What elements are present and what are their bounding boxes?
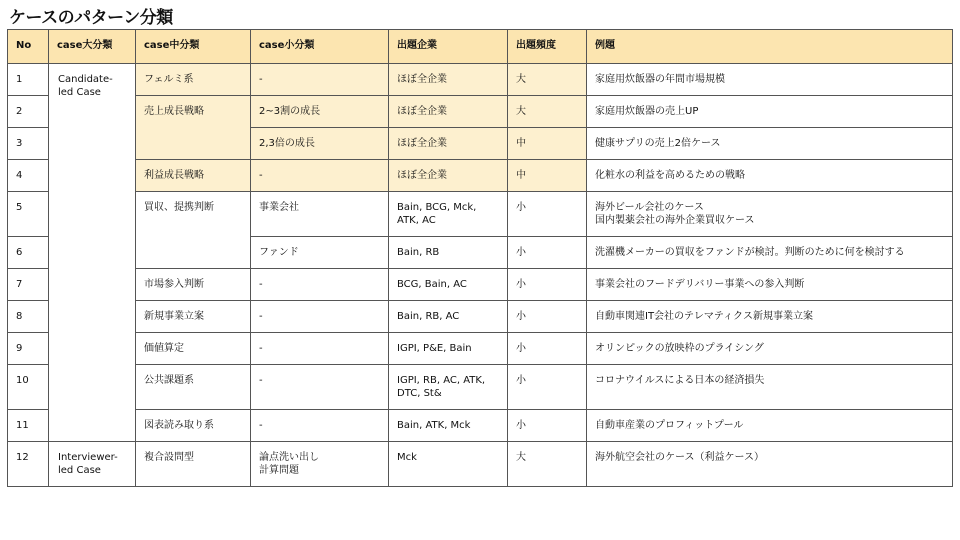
cell-no: 7 <box>8 269 49 301</box>
page-title: ケースのパターン分類 <box>9 8 173 28</box>
cell-minor: - <box>251 365 389 410</box>
cell-company: BCG, Bain, AC <box>389 269 508 301</box>
cell-minor: - <box>251 301 389 333</box>
table-row <box>8 410 953 442</box>
cell-middle: 買収、提携判断 <box>136 192 251 269</box>
header-middle: case中分類 <box>136 30 251 64</box>
cell-middle: 新規事業立案 <box>136 301 251 333</box>
cell-frequency: 大 <box>508 442 587 487</box>
cell-company: Bain, ATK, Mck <box>389 410 508 442</box>
cell-frequency: 中 <box>508 160 587 192</box>
cell-example: コロナウイルスによる日本の経済損失 <box>587 365 953 410</box>
cell-example: オリンピックの放映枠のプライシング <box>587 333 953 365</box>
cell-minor: - <box>251 333 389 365</box>
header-frequency: 出題頻度 <box>508 30 587 64</box>
cell-example: 家庭用炊飯器の年間市場規模 <box>587 64 953 96</box>
cell-company: ほぼ全企業 <box>389 64 508 96</box>
cell-no: 10 <box>8 365 49 410</box>
cell-frequency: 小 <box>508 410 587 442</box>
cell-frequency: 小 <box>508 301 587 333</box>
cell-minor: 事業会社 <box>251 192 389 237</box>
cell-no: 11 <box>8 410 49 442</box>
table-row <box>8 192 953 237</box>
cell-no: 6 <box>8 237 49 269</box>
cell-no: 9 <box>8 333 49 365</box>
cell-company: IGPI, RB, AC, ATK, DTC, St& <box>389 365 508 410</box>
header-major: case大分類 <box>49 30 136 64</box>
table-row <box>8 64 953 96</box>
cell-middle: 公共課題系 <box>136 365 251 410</box>
cell-no: 3 <box>8 128 49 160</box>
cell-company: Mck <box>389 442 508 487</box>
cell-example: 事業会社のフードデリバリー事業への参入判断 <box>587 269 953 301</box>
cell-major-candidate: Candidate- led Case <box>49 64 136 442</box>
table-row <box>8 96 953 128</box>
header-minor: case小分類 <box>251 30 389 64</box>
table-row <box>8 301 953 333</box>
header-example: 例題 <box>587 30 953 64</box>
cell-frequency: 大 <box>508 64 587 96</box>
cell-minor: ファンド <box>251 237 389 269</box>
cell-company: ほぼ全企業 <box>389 128 508 160</box>
cell-frequency: 小 <box>508 237 587 269</box>
cell-example: 化粧水の利益を高めるための戦略 <box>587 160 953 192</box>
cell-minor: - <box>251 64 389 96</box>
cell-example: 自動車関連IT会社のテレマティクス新規事業立案 <box>587 301 953 333</box>
cell-frequency: 大 <box>508 96 587 128</box>
cell-frequency: 小 <box>508 365 587 410</box>
table-row <box>8 333 953 365</box>
cell-major-interviewer: Interviewer- led Case <box>49 442 136 487</box>
cell-minor: - <box>251 269 389 301</box>
cell-middle: 図表読み取り系 <box>136 410 251 442</box>
cell-example: 家庭用炊飯器の売上UP <box>587 96 953 128</box>
cell-example: 海外ビール会社のケース 国内製薬会社の海外企業買収ケース <box>587 192 953 237</box>
cell-example: 自動車産業のプロフィットプール <box>587 410 953 442</box>
cell-middle: 市場参入判断 <box>136 269 251 301</box>
cell-example: 洗濯機メーカーの買収をファンドが検討。判断のために何を検討する <box>587 237 953 269</box>
cell-no: 1 <box>8 64 49 96</box>
cell-middle: フェルミ系 <box>136 64 251 96</box>
cell-no: 8 <box>8 301 49 333</box>
cell-minor: 2,3倍の成長 <box>251 128 389 160</box>
table-row <box>8 160 953 192</box>
cell-minor: - <box>251 160 389 192</box>
cell-company: ほぼ全企業 <box>389 160 508 192</box>
cell-company: IGPI, P&E, Bain <box>389 333 508 365</box>
header-no: No <box>8 30 49 64</box>
table-row <box>8 365 953 410</box>
header-row <box>8 30 953 64</box>
cell-no: 2 <box>8 96 49 128</box>
cell-middle: 利益成長戦略 <box>136 160 251 192</box>
cell-company: Bain, BCG, Mck, ATK, AC <box>389 192 508 237</box>
table-row <box>8 442 953 487</box>
cell-middle: 複合設問型 <box>136 442 251 487</box>
cell-frequency: 小 <box>508 269 587 301</box>
cell-no: 12 <box>8 442 49 487</box>
cell-frequency: 中 <box>508 128 587 160</box>
cell-example: 健康サプリの売上2倍ケース <box>587 128 953 160</box>
cell-minor: 2~3割の成長 <box>251 96 389 128</box>
header-company: 出題企業 <box>389 30 508 64</box>
cell-company: Bain, RB, AC <box>389 301 508 333</box>
cell-company: ほぼ全企業 <box>389 96 508 128</box>
cell-frequency: 小 <box>508 192 587 237</box>
cell-frequency: 小 <box>508 333 587 365</box>
cell-minor: 論点洗い出し 計算問題 <box>251 442 389 487</box>
table-row <box>8 269 953 301</box>
cell-middle: 売上成長戦略 <box>136 96 251 160</box>
case-pattern-table <box>7 29 953 487</box>
cell-no: 5 <box>8 192 49 237</box>
cell-middle: 価値算定 <box>136 333 251 365</box>
cell-company: Bain, RB <box>389 237 508 269</box>
cell-no: 4 <box>8 160 49 192</box>
cell-minor: - <box>251 410 389 442</box>
cell-example: 海外航空会社のケース（利益ケース） <box>587 442 953 487</box>
